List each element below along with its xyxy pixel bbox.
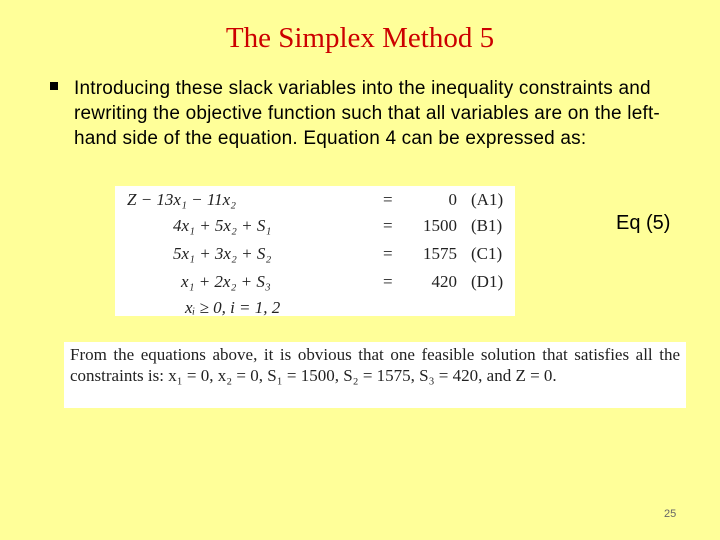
equation-tag: (D1) — [471, 272, 504, 291]
equation-row — [115, 216, 515, 240]
equation-rel: = — [383, 190, 393, 209]
bullet-text: Introducing these slack variables into the inequality constraints and rewriting the objective function such that all variables are on the left-hand side of the equation. Equation 4 can be expressed as: — [74, 78, 660, 149]
equation-rhs: 1500 — [423, 216, 457, 235]
bullet-point — [50, 76, 700, 151]
slide-title: The Simplex Method 5 — [225, 22, 495, 54]
equation-tag: (B1) — [471, 216, 503, 235]
equation-lhs: Z − 13x₁ − 11x₂ — [127, 190, 237, 209]
equation-row — [115, 298, 515, 322]
equation-rhs: 420 — [431, 272, 457, 291]
equation-image — [115, 186, 515, 316]
equation-tag: (A1) — [471, 190, 504, 209]
page-number: 25 — [664, 508, 677, 520]
equation-rel: = — [383, 272, 393, 291]
nonnegativity-constraint: xᵢ ≥ 0, i = 1, 2 — [185, 298, 281, 317]
equation-row — [115, 190, 515, 214]
square-bullet-icon — [50, 82, 58, 90]
equation-rel: = — [383, 244, 393, 263]
feasible-solution-text: From the equations above, it is obvious that one feasible solution that satisfies all the constraints is: x₁ = 0, x₂ = 0, S₁ = 1500, S₂ = 1575, S₃ = 420, and Z = 0. — [64, 342, 686, 408]
equation-number: Eq (5) — [616, 212, 671, 234]
equation-tag: (C1) — [471, 244, 503, 263]
equation-rel: = — [383, 216, 393, 235]
equation-row — [115, 244, 515, 268]
equation-lhs: x₁ + 2x₂ + S₃ — [181, 272, 271, 291]
equation-rhs: 1575 — [423, 244, 457, 263]
equation-rhs: 0 — [448, 190, 457, 209]
equation-lhs: 4x₁ + 5x₂ + S₁ — [173, 216, 272, 235]
equation-row — [115, 272, 515, 296]
equation-lhs: 5x₁ + 3x₂ + S₂ — [173, 244, 272, 263]
